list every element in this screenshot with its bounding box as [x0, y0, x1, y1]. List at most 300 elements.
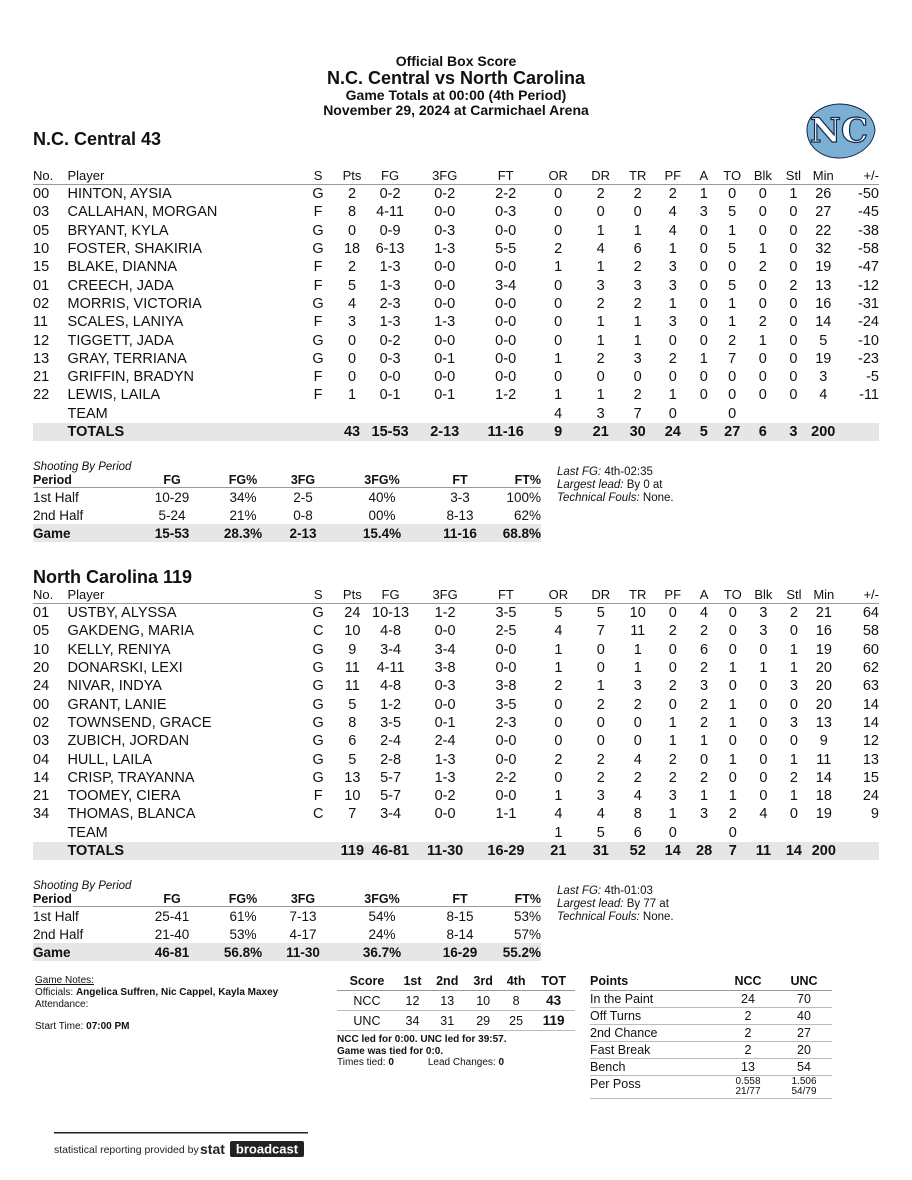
- shooting-cell: 11-16: [433, 524, 487, 542]
- stat-cell: 0: [668, 605, 677, 622]
- stat-cell: 0: [596, 369, 605, 386]
- stat-cell: 3: [596, 277, 605, 294]
- box-score-table-unc: [33, 586, 879, 860]
- stat-cell: 3: [789, 678, 798, 695]
- points-header: Points: [590, 972, 720, 991]
- shooting-cell: 15.4%: [331, 524, 433, 542]
- stat-cell: 1: [596, 259, 605, 276]
- stat-cell: 0: [759, 751, 768, 768]
- team-title-unc: North Carolina 119: [33, 567, 193, 587]
- player-row: [33, 787, 879, 805]
- stat-cell: 2: [728, 806, 737, 823]
- player-row: [33, 622, 879, 640]
- column-header: TO: [718, 586, 747, 604]
- stat-cell: FOSTER, SHAKIRIA: [67, 241, 203, 258]
- column-header: TR: [620, 586, 656, 604]
- stat-cell: 6-13: [375, 241, 405, 258]
- stat-cell: 1: [554, 387, 563, 404]
- stat-cell: 3-5: [495, 696, 517, 713]
- stat-cell: 1: [728, 714, 737, 731]
- stat-cell: HULL, LAILA: [67, 751, 153, 768]
- stat-cell: TEAM: [67, 405, 108, 422]
- shooting-cell: 68.8%: [487, 524, 541, 542]
- stat-cell: G: [312, 714, 324, 731]
- column-header: OR: [535, 586, 582, 604]
- stat-cell: 3: [700, 806, 709, 823]
- stat-cell: 16: [815, 295, 832, 312]
- points-cell: 2: [720, 1042, 776, 1059]
- stat-cell: KELLY, RENIYA: [67, 641, 171, 658]
- stat-cell: 0-0: [495, 369, 517, 386]
- stat-cell: C: [312, 623, 324, 640]
- shooting-row: [33, 506, 541, 524]
- stat-cell: 0-0: [434, 277, 456, 294]
- shooting-table-ncc: [33, 460, 541, 542]
- stat-cell: 0: [347, 369, 357, 386]
- stat-cell: 4: [700, 605, 709, 622]
- stat-cell: 1: [596, 332, 605, 349]
- shooting-row: [33, 925, 541, 943]
- score-header: 3rd: [466, 972, 500, 991]
- points-cell: 2nd Chance: [590, 1025, 720, 1042]
- stat-cell: -58: [858, 241, 879, 258]
- stat-cell: THOMAS, BLANCA: [67, 806, 196, 823]
- stat-cell: 2: [700, 714, 709, 731]
- stat-cell: 6: [348, 733, 357, 750]
- player-row: [33, 805, 879, 823]
- stat-cell: ZUBICH, JORDAN: [67, 733, 190, 750]
- header-line-3: Game Totals at 00:00 (4th Period): [345, 87, 567, 103]
- stat-cell: -31: [858, 295, 879, 312]
- largest-lead-label: Largest lead:: [557, 898, 624, 910]
- stat-cell: [337, 405, 368, 423]
- stat-cell: 1: [633, 660, 642, 677]
- totals-cell: 28: [690, 842, 719, 860]
- totals-cell: 14: [780, 842, 809, 860]
- stat-cell: 26: [815, 186, 832, 203]
- stat-cell: 4: [633, 751, 642, 768]
- stat-cell: 2: [668, 186, 677, 203]
- stat-cell: 20: [815, 660, 832, 677]
- shooting-cell: 0-8: [293, 507, 313, 523]
- score-header: 1st: [397, 972, 428, 991]
- stat-cell: 2: [789, 605, 798, 622]
- totals-cell: 200: [808, 842, 839, 860]
- score-row: [337, 991, 575, 1011]
- stat-cell: 0: [633, 733, 642, 750]
- last-fg-value: 4th-01:03: [604, 885, 653, 897]
- player-row: [33, 185, 879, 204]
- tech-fouls-value: None.: [642, 492, 674, 504]
- stat-cell: 14: [862, 696, 879, 713]
- tech-fouls-value: None.: [642, 911, 674, 923]
- stat-cell: 2: [758, 259, 767, 276]
- stat-cell: 0-3: [434, 678, 456, 695]
- stat-cell: 3-8: [434, 660, 456, 677]
- totals-cell: 24: [656, 423, 690, 441]
- stat-cell: 10: [33, 241, 50, 258]
- lead-changes-value: 0: [498, 1057, 505, 1068]
- column-header: S: [299, 167, 336, 185]
- stat-cell: 3: [819, 369, 828, 386]
- totals-cell: 7: [718, 842, 747, 860]
- stat-cell: G: [312, 222, 324, 239]
- stat-cell: 2-8: [380, 751, 402, 768]
- column-header: 3FG: [413, 586, 477, 604]
- stat-cell: -50: [858, 186, 879, 203]
- score-row: [337, 1011, 575, 1031]
- stat-cell: 02: [33, 295, 50, 312]
- totals-cell: 43: [337, 423, 368, 441]
- stat-cell: 12: [33, 332, 50, 349]
- stat-cell: -12: [858, 277, 879, 294]
- per-poss-value: 0.558: [735, 1076, 761, 1087]
- last-fg-label: Last FG:: [557, 466, 602, 478]
- shooting-cell: 55.2%: [487, 943, 541, 961]
- stat-cell: 3-4: [380, 806, 402, 823]
- stat-cell: 3: [700, 678, 709, 695]
- stat-cell: 2: [596, 696, 605, 713]
- totals-cell: [299, 423, 336, 441]
- shooting-cell: 100%: [506, 489, 541, 505]
- shooting-row: [33, 943, 541, 961]
- stat-cell: 2: [668, 350, 677, 367]
- totals-cell: TOTALS: [67, 423, 299, 441]
- stat-cell: 20: [33, 660, 50, 677]
- shooting-cell: 61%: [229, 908, 257, 924]
- stat-cell: G: [312, 696, 324, 713]
- stat-cell: F: [313, 277, 323, 294]
- stat-cell: 2: [668, 623, 677, 640]
- header-line-1: Official Box Score: [395, 53, 517, 69]
- points-row: [590, 1042, 832, 1059]
- stat-cell: 0: [554, 714, 563, 731]
- stat-cell: [33, 824, 67, 842]
- stat-cell: 1: [554, 350, 563, 367]
- stat-cell: NIVAR, INDYA: [67, 678, 162, 695]
- totals-cell: 31: [582, 842, 620, 860]
- player-row: [33, 695, 879, 713]
- stat-cell: 0: [789, 295, 798, 312]
- game-notes: [35, 975, 325, 1033]
- stat-cell: 0: [789, 332, 798, 349]
- stat-cell: 2: [347, 186, 357, 203]
- score-cell: 34: [397, 1011, 428, 1031]
- points-header: UNC: [776, 972, 832, 991]
- points-cell: 27: [776, 1025, 832, 1042]
- stat-cell: 2: [633, 387, 642, 404]
- lead-duration: NCC led for 0:00. UNC led for 39:57.: [337, 1034, 507, 1045]
- stat-cell: 2: [668, 678, 677, 695]
- shooting-cell: 46-81: [133, 943, 211, 961]
- totals-cell: [839, 423, 879, 441]
- shooting-cell: 28.3%: [211, 524, 275, 542]
- player-row: [33, 331, 879, 349]
- stat-cell: 3: [668, 259, 677, 276]
- stat-cell: 0: [699, 277, 708, 294]
- player-row: [33, 641, 879, 659]
- tech-fouls-label: Technical Fouls:: [557, 911, 640, 923]
- stat-cell: 1: [758, 332, 767, 349]
- score-by-period-table: [337, 972, 575, 1031]
- stat-cell: 1: [699, 350, 708, 367]
- stat-cell: 0-0: [495, 314, 517, 331]
- stat-cell: 19: [815, 259, 832, 276]
- game-notes-ncc: [557, 466, 674, 505]
- stat-cell: 0: [789, 387, 798, 404]
- player-row: [33, 368, 879, 386]
- player-row: [33, 714, 879, 732]
- shooting-cell: 57%: [513, 926, 541, 942]
- stat-cell: 1: [668, 387, 677, 404]
- shooting-cell: 36.7%: [331, 943, 433, 961]
- stat-cell: 0-0: [495, 788, 517, 805]
- lead-info: [337, 1034, 597, 1069]
- shooting-row: [33, 488, 541, 507]
- stat-cell: 5: [348, 696, 357, 713]
- shooting-column-header: FT%: [487, 473, 541, 488]
- stat-cell: 0: [759, 733, 768, 750]
- stat-cell: 0-0: [495, 259, 517, 276]
- stat-cell: 5: [728, 277, 737, 294]
- shooting-cell: 2-5: [293, 489, 313, 505]
- stat-cell: 0: [668, 824, 677, 841]
- stat-cell: G: [312, 605, 324, 622]
- shooting-caption: Shooting By Period: [33, 460, 132, 473]
- totals-cell: 46-81: [368, 842, 413, 860]
- stat-cell: 1-2: [380, 696, 402, 713]
- totals-cell: [839, 842, 879, 860]
- stat-cell: 0: [728, 641, 737, 658]
- last-fg-label: Last FG:: [557, 885, 602, 897]
- player-row: [33, 405, 879, 423]
- totals-cell: 11-16: [477, 423, 535, 441]
- stat-cell: 0: [347, 332, 357, 349]
- shooting-cell: 00%: [368, 507, 396, 523]
- shooting-cell: 16-29: [433, 943, 487, 961]
- totals-cell: 21: [535, 842, 582, 860]
- stat-cell: [477, 824, 535, 842]
- stat-cell: 7: [633, 405, 642, 422]
- stat-cell: 2-2: [495, 186, 517, 203]
- stat-cell: 10: [344, 623, 361, 640]
- shooting-cell: 21%: [229, 507, 257, 523]
- stat-cell: 13: [815, 277, 832, 294]
- stat-cell: 6: [633, 241, 642, 258]
- stat-cell: -11: [859, 387, 879, 404]
- stat-cell: 0: [596, 714, 605, 731]
- stat-cell: 1-3: [434, 751, 456, 768]
- stat-cell: [33, 405, 67, 423]
- stat-cell: 0: [728, 387, 737, 404]
- stat-cell: 20: [815, 678, 832, 695]
- stat-cell: 21: [815, 605, 832, 622]
- stat-cell: BRYANT, KYLA: [67, 222, 169, 239]
- stat-cell: 0: [347, 350, 357, 367]
- stat-cell: 10-13: [372, 605, 410, 622]
- stat-cell: 2: [554, 751, 563, 768]
- stat-cell: 2: [633, 769, 642, 786]
- stat-cell: 0: [728, 605, 737, 622]
- tied-duration: Game was tied for 0:0.: [337, 1045, 444, 1057]
- stat-cell: 0: [728, 405, 737, 422]
- stat-cell: 19: [815, 350, 832, 367]
- stat-cell: [779, 405, 808, 423]
- stat-cell: 8: [633, 806, 642, 823]
- totals-cell: 6: [747, 423, 779, 441]
- stat-cell: 0-0: [434, 806, 456, 823]
- team-title-ncc: N.C. Central 43: [33, 129, 162, 149]
- points-cell: 54: [776, 1059, 832, 1076]
- per-poss-label: Per Poss: [590, 1076, 720, 1099]
- stat-cell: 0-0: [495, 660, 517, 677]
- stat-cell: 0: [554, 314, 563, 331]
- stat-cell: 13: [33, 350, 50, 367]
- stat-cell: F: [313, 204, 323, 221]
- stat-cell: 12: [862, 733, 879, 750]
- player-row: [33, 313, 879, 331]
- lead-changes-label: Lead Changes:: [427, 1057, 496, 1068]
- last-fg-value: 4th-02:35: [604, 466, 653, 478]
- stat-cell: 0-1: [434, 350, 456, 367]
- player-row: [33, 386, 879, 404]
- stat-cell: GAKDENG, MARIA: [67, 623, 194, 640]
- score-header: Score: [337, 972, 397, 991]
- stat-cell: 0-0: [434, 332, 456, 349]
- stat-cell: 1: [789, 186, 798, 203]
- shooting-cell: 3-3: [450, 489, 470, 505]
- column-header: +/-: [839, 586, 879, 604]
- player-row: [33, 222, 879, 240]
- stat-cell: 1: [728, 751, 737, 768]
- totals-cell: 16-29: [477, 842, 535, 860]
- stat-cell: 0: [633, 714, 642, 731]
- stat-cell: 4: [668, 204, 677, 221]
- stat-cell: 1: [596, 678, 605, 695]
- stat-cell: 3: [759, 605, 768, 622]
- stat-cell: 2: [596, 751, 605, 768]
- stat-cell: TIGGETT, JADA: [67, 332, 174, 349]
- footer-brand-stat: stat: [200, 1141, 225, 1157]
- player-row: [33, 295, 879, 313]
- stat-cell: 2-3: [379, 295, 401, 312]
- points-row: [590, 1025, 832, 1042]
- stat-cell: 2: [668, 751, 677, 768]
- stat-cell: DONARSKI, LEXI: [67, 660, 183, 677]
- stat-cell: 1: [668, 806, 677, 823]
- stat-cell: [300, 824, 337, 842]
- stat-cell: 3: [633, 678, 642, 695]
- stat-cell: 0: [596, 641, 605, 658]
- stat-cell: 05: [33, 623, 50, 640]
- stat-cell: 7: [348, 806, 357, 823]
- stat-cell: -5: [866, 369, 879, 386]
- column-header: PF: [656, 586, 690, 604]
- stat-cell: 5: [596, 824, 605, 841]
- player-row: [33, 350, 879, 368]
- stat-cell: 5: [728, 241, 737, 258]
- stat-cell: CALLAHAN, MORGAN: [67, 204, 218, 221]
- stat-cell: 10: [629, 605, 646, 622]
- shooting-cell: 2nd Half: [33, 926, 84, 942]
- stat-cell: 2: [633, 295, 642, 312]
- points-cell: 2: [720, 1025, 776, 1042]
- stat-cell: 0-0: [495, 295, 517, 312]
- stat-cell: 0: [758, 222, 767, 239]
- column-header: S: [300, 586, 337, 604]
- score-cell: 8: [500, 991, 532, 1011]
- player-row: [33, 258, 879, 276]
- player-row: [33, 769, 879, 787]
- column-header: A: [690, 586, 719, 604]
- stat-cell: 2: [700, 623, 709, 640]
- stat-cell: 0-9: [379, 222, 401, 239]
- stat-cell: 0: [668, 696, 677, 713]
- shooting-column-header: FG%: [211, 473, 275, 488]
- stat-cell: 1: [596, 387, 605, 404]
- stat-cell: 6: [633, 824, 642, 841]
- stat-cell: 0: [789, 696, 798, 713]
- stat-cell: 1: [789, 788, 798, 805]
- shooting-row: [33, 907, 541, 926]
- stat-cell: 14: [815, 769, 832, 786]
- stat-cell: 5: [596, 605, 605, 622]
- stat-cell: 34: [33, 806, 50, 823]
- stat-cell: 1: [668, 241, 677, 258]
- player-row: [33, 604, 879, 623]
- stat-cell: -47: [858, 259, 879, 276]
- stat-cell: 19: [815, 641, 832, 658]
- stat-cell: 5: [819, 332, 828, 349]
- totals-cell: 3: [779, 423, 808, 441]
- player-row: [33, 732, 879, 750]
- stat-cell: MORRIS, VICTORIA: [67, 295, 202, 312]
- points-cell: 2: [720, 1008, 776, 1025]
- stat-cell: [839, 405, 879, 423]
- stat-cell: 7: [728, 350, 737, 367]
- per-poss-fraction: 54/79: [791, 1086, 817, 1097]
- stat-cell: G: [312, 350, 324, 367]
- stat-cell: [367, 405, 412, 423]
- stat-cell: 02: [33, 714, 50, 731]
- largest-lead-value: By 77 at: [626, 898, 669, 910]
- shooting-cell: 40%: [368, 489, 396, 505]
- stat-cell: 0-0: [495, 641, 517, 658]
- stat-cell: 0: [699, 314, 708, 331]
- points-row: [590, 991, 832, 1008]
- stat-cell: GRIFFIN, BRADYN: [67, 369, 194, 386]
- tech-fouls-label: Technical Fouls:: [557, 492, 640, 504]
- stat-cell: SCALES, LANIYA: [67, 314, 184, 331]
- stat-cell: 1: [728, 295, 737, 312]
- shooting-column-header: FT: [433, 473, 487, 488]
- stat-cell: 3-4: [434, 641, 456, 658]
- stat-cell: 0-0: [495, 733, 517, 750]
- stat-cell: 1: [728, 222, 737, 239]
- stat-cell: 2-4: [380, 733, 402, 750]
- stat-cell: 1-3: [379, 314, 401, 331]
- stat-cell: 0: [668, 660, 677, 677]
- stat-cell: [780, 824, 809, 842]
- stat-cell: 14: [33, 769, 50, 786]
- stat-cell: 0: [759, 769, 768, 786]
- stat-cell: 1: [347, 387, 357, 404]
- shooting-header-row: [33, 473, 541, 488]
- stat-cell: [690, 405, 718, 423]
- column-header: FG: [368, 586, 413, 604]
- stat-cell: 0: [728, 186, 737, 203]
- totals-row: [33, 423, 879, 441]
